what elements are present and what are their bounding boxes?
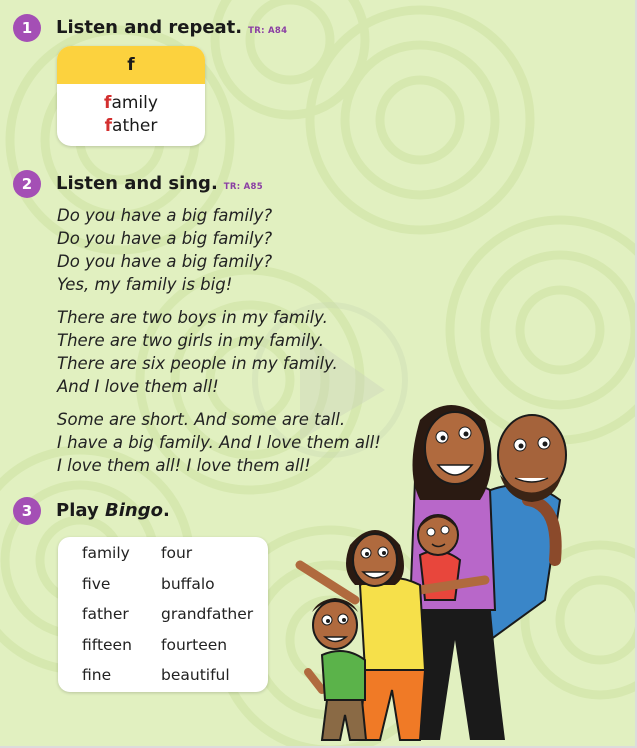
section-2-title: Listen and sing. [56,173,218,194]
bingo-word: grandfather [161,605,254,623]
boy-figure [308,598,366,740]
song-line: There are two girls in my family. [57,331,324,350]
word-rest: ather [112,116,158,136]
song-line: Do you have a big family? [57,252,273,271]
bingo-word: father [82,605,129,623]
highlight-letter: f [104,93,112,113]
section-3-title-end: . [162,500,170,521]
bingo-word: fourteen [161,636,228,654]
song-line: And I love them all! [57,377,219,396]
bingo-word: five [82,575,111,593]
bingo-word: fifteen [82,636,132,654]
bingo-word: buffalo [161,575,215,593]
song-line: Yes, my family is big! [57,275,233,294]
song-line: There are six people in my family. [57,354,338,373]
section-1-number-badge: 1 [13,14,41,42]
song-line: I have a big family. And I love them all! [57,433,381,452]
song-line: There are two boys in my family. [57,308,328,327]
section-3-title-game: Bingo [104,500,163,521]
bingo-word: beautiful [161,666,230,684]
section-2-number-badge: 2 [13,170,41,198]
bingo-word: family [82,544,130,562]
song-line: Do you have a big family? [57,229,273,248]
section-1-title: Listen and repeat. [56,17,243,38]
phonics-letter: f [57,46,205,84]
highlight-letter: f [104,116,113,136]
song-line: Do you have a big family? [57,206,273,225]
section-1-track-link[interactable]: TR: A84 [248,26,288,36]
bingo-word: fine [82,666,112,684]
section-3-title-play: Play [56,500,99,521]
bingo-word: four [161,544,193,562]
song-line: I love them all! I love them all! [57,456,311,475]
song-line: Some are short. And some are tall. [57,410,346,429]
section-3-number-badge: 3 [13,497,41,525]
section-2-track-link[interactable]: TR: A85 [223,182,263,192]
word-rest: amily [111,93,158,113]
